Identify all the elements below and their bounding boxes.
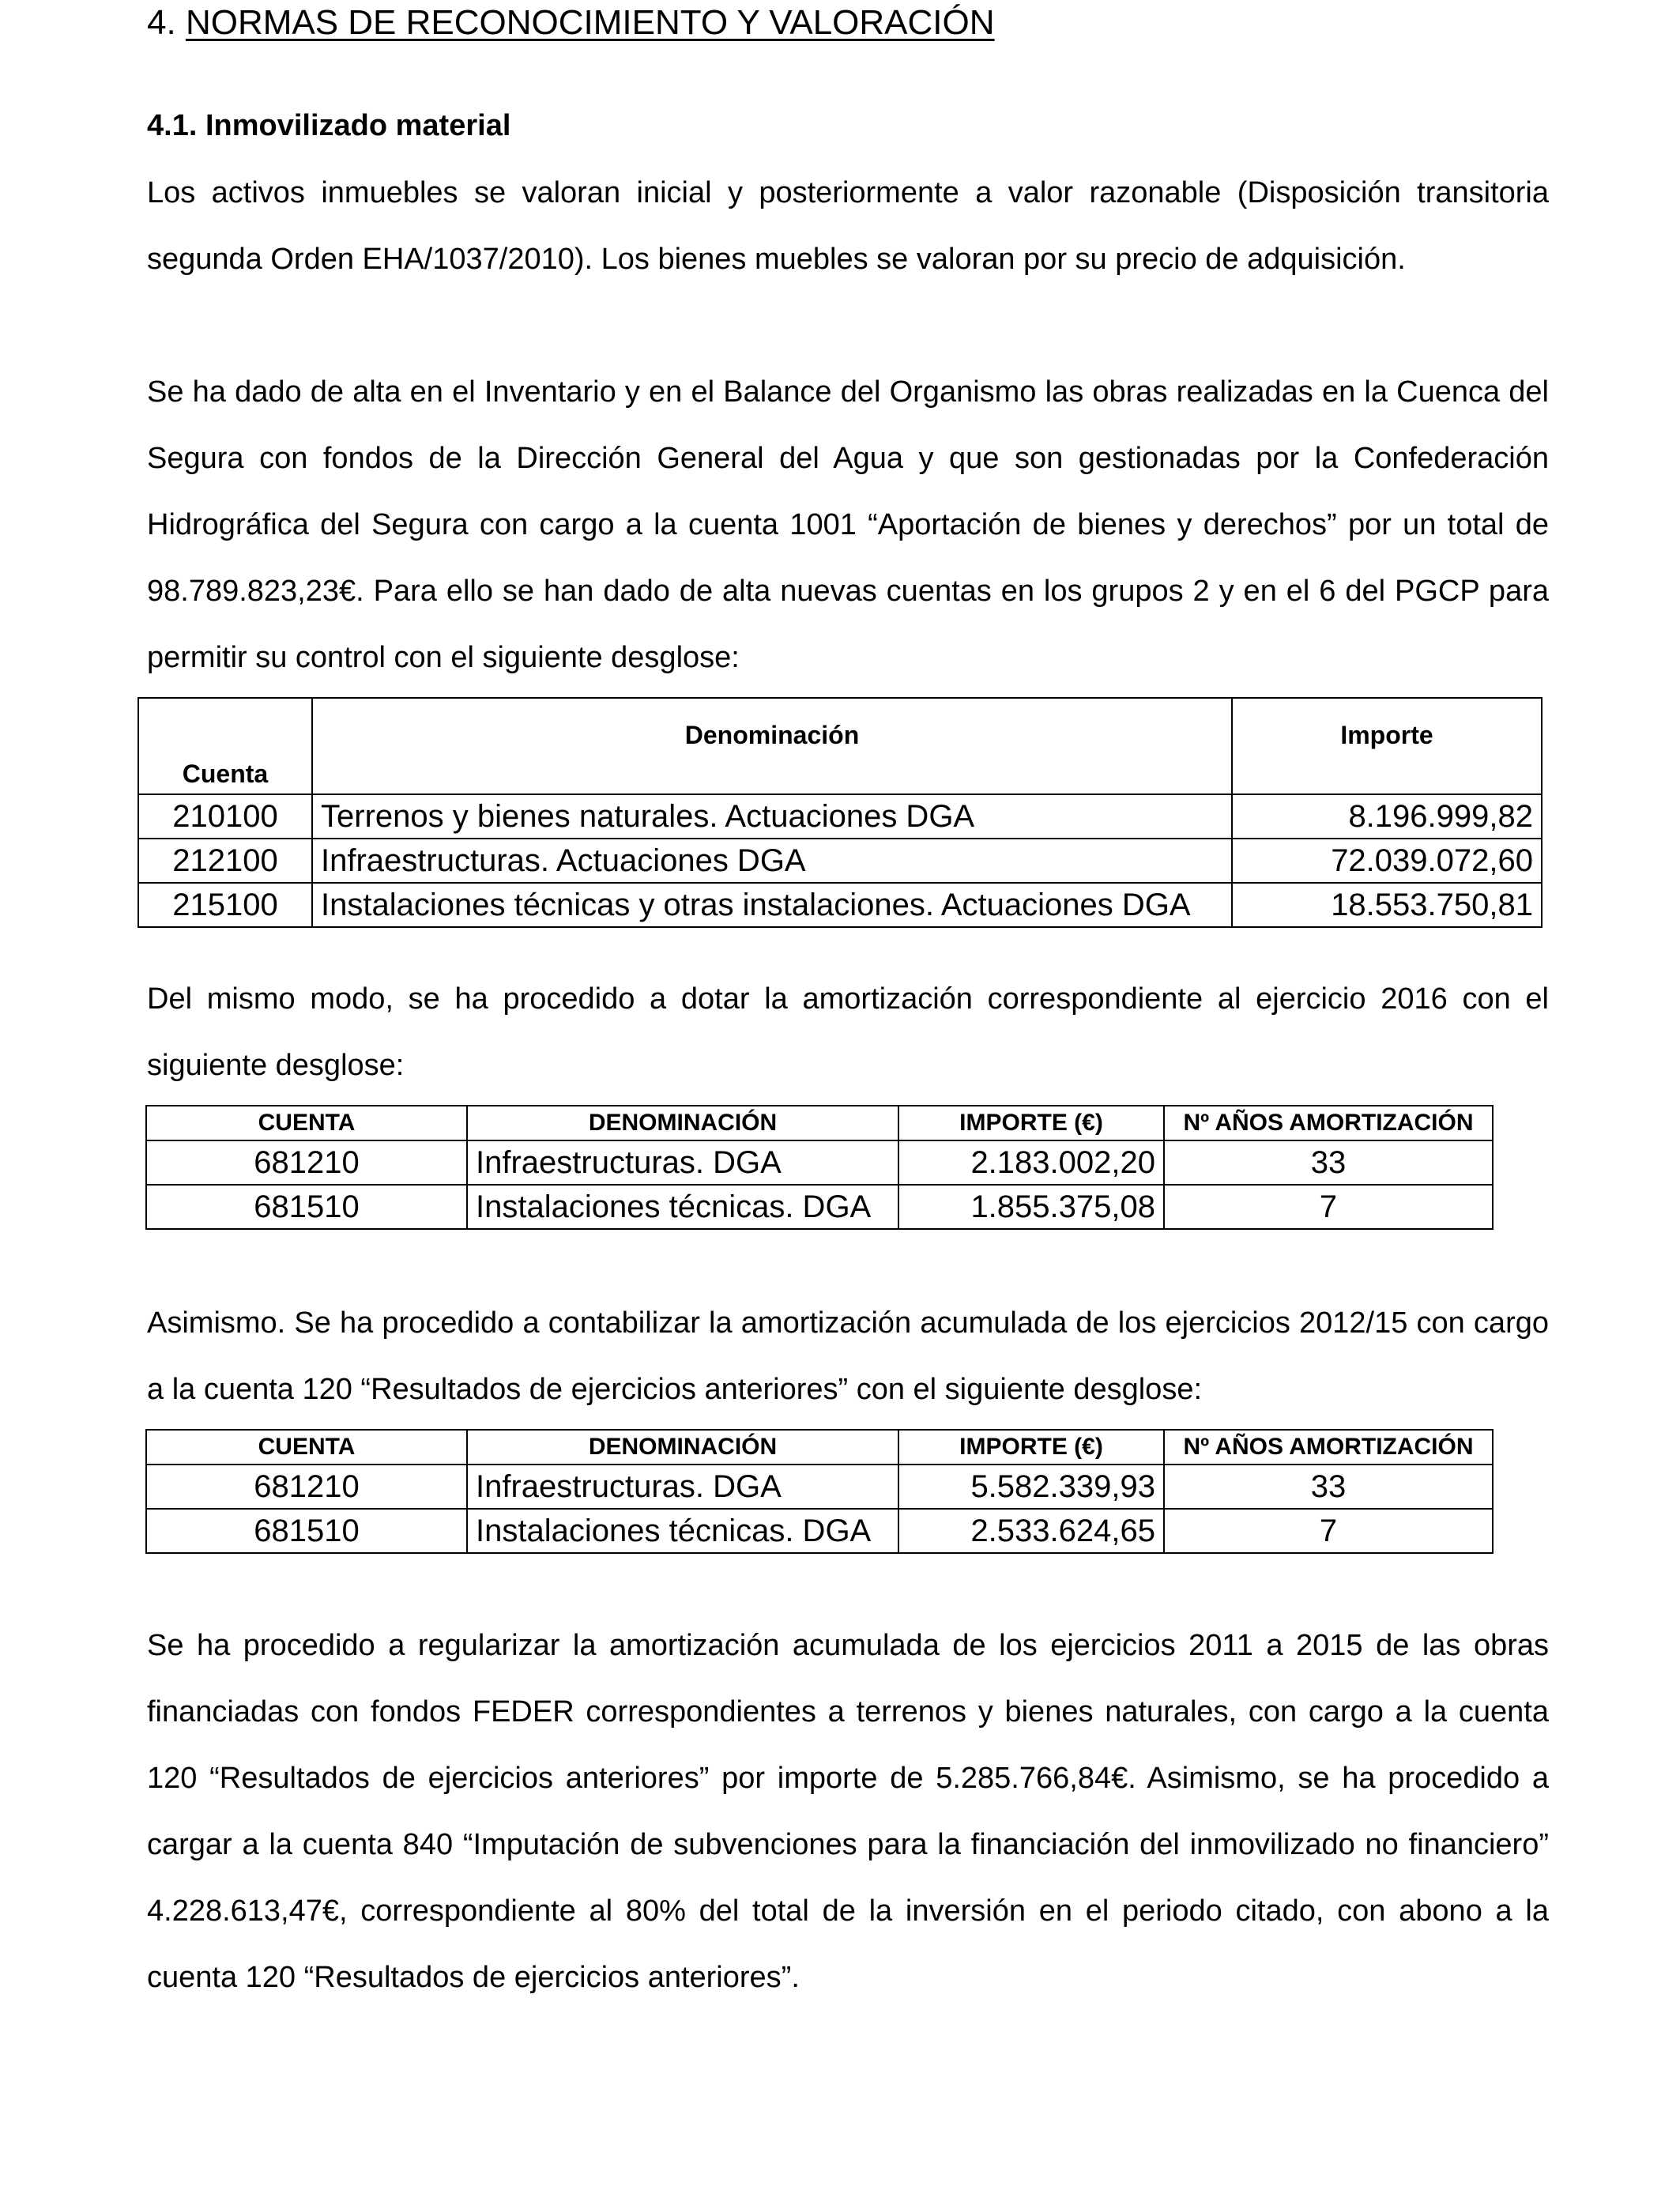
header-anos-amortizacion: Nº AÑOS AMORTIZACIÓN [1164, 1106, 1493, 1140]
table-row [138, 883, 1542, 927]
section-heading [147, 3, 995, 43]
table-alta-cuentas [137, 697, 1543, 928]
cell-importe: 2.533.624,65 [898, 1509, 1164, 1553]
cell-anos: 7 [1164, 1509, 1493, 1553]
cell-importe: 18.553.750,81 [1232, 883, 1542, 927]
paragraph-valoracion: Los activos inmuebles se valoran inicial y posteriormente a valor razonable (Disposición transitoria segunda Orden EHA/1037/2010). Los bienes muebles se valoran por su precio de adquisición. [147, 176, 1549, 276]
header-importe: IMPORTE (€) [898, 1106, 1164, 1140]
cell-anos: 7 [1164, 1185, 1493, 1229]
cell-importe: 72.039.072,60 [1232, 839, 1542, 883]
cell-cuenta: 681510 [146, 1185, 467, 1229]
table-row [138, 794, 1542, 839]
cell-denominacion: Instalaciones técnicas y otras instalaciones. Actuaciones DGA [312, 883, 1232, 927]
table-row [146, 1140, 1493, 1185]
table-header-row [146, 1106, 1493, 1140]
header-importe: IMPORTE (€) [898, 1430, 1164, 1465]
table-row [138, 839, 1542, 883]
cell-cuenta: 681210 [146, 1465, 467, 1509]
cell-anos: 33 [1164, 1140, 1493, 1185]
cell-importe: 2.183.002,20 [898, 1140, 1164, 1185]
cell-denominacion: Infraestructuras. Actuaciones DGA [312, 839, 1232, 883]
cell-anos: 33 [1164, 1465, 1493, 1509]
table-row [146, 1509, 1493, 1553]
section-number: 4. [147, 3, 176, 42]
cell-denominacion: Infraestructuras. DGA [467, 1465, 898, 1509]
cell-cuenta: 215100 [138, 883, 312, 927]
table-header-row [146, 1430, 1493, 1465]
cell-cuenta: 681210 [146, 1140, 467, 1185]
cell-importe: 5.582.339,93 [898, 1465, 1164, 1509]
cell-denominacion: Infraestructuras. DGA [467, 1140, 898, 1185]
table-row [146, 1185, 1493, 1229]
paragraph-amortizacion-2016: Del mismo modo, se ha procedido a dotar la amortización correspondiente al ejercicio 2016 con el siguiente desglose: [147, 982, 1549, 1082]
header-denominacion: DENOMINACIÓN [467, 1106, 898, 1140]
subsection-heading: 4.1. Inmovilizado material [147, 109, 511, 142]
header-cuenta: Cuenta [138, 698, 312, 794]
header-cuenta: CUENTA [146, 1106, 467, 1140]
paragraph-alta-inventario: Se ha dado de alta en el Inventario y en el Balance del Organismo las obras realizadas en la Cuenca del Segura con fondos de la Dirección General del Agua y que son gestionadas por la Confederación Hidrográfica del Segura con cargo a la cuenta 1001 “Aportación de bienes y derechos” por un total de 98.789.823,23€. Para ello se han dado de alta nuevas cuentas en los grupos 2 y en el 6 del PGCP para permitir su control con el siguiente desglose: [147, 375, 1549, 674]
header-denominacion: DENOMINACIÓN [467, 1430, 898, 1465]
table-row [146, 1465, 1493, 1509]
paragraph-amortizacion-acumulada: Asimismo. Se ha procedido a contabilizar la amortización acumulada de los ejercicios 2012/15 con cargo a la cuenta 120 “Resultados de ejercicios anteriores” con el siguiente desglose: [147, 1306, 1549, 1406]
header-anos-amortizacion: Nº AÑOS AMORTIZACIÓN [1164, 1430, 1493, 1465]
cell-denominacion: Instalaciones técnicas. DGA [467, 1185, 898, 1229]
header-denominacion: Denominación [312, 698, 1232, 794]
cell-importe: 8.196.999,82 [1232, 794, 1542, 839]
cell-cuenta: 210100 [138, 794, 312, 839]
table-amortizacion-2016 [145, 1105, 1494, 1230]
paragraph-regularizacion-feder: Se ha procedido a regularizar la amortización acumulada de los ejercicios 2011 a 2015 de las obras financiadas con fondos FEDER correspondientes a terrenos y bienes naturales, con cargo a la cuenta 120 “Resultados de ejercicios anteriores” por importe de 5.285.766,84€. Asimismo, se ha procedido a cargar a la cuenta 840 “Imputación de subvenciones para la financiación del inmovilizado no financiero” 4.228.613,47€, correspondiente al 80% del total de la inversión en el periodo citado, con abono a la cuenta 120 “Resultados de ejercicios anteriores”. [147, 1629, 1549, 1994]
cell-denominacion: Instalaciones técnicas. DGA [467, 1509, 898, 1553]
cell-cuenta: 212100 [138, 839, 312, 883]
table-header-row [138, 698, 1542, 794]
cell-denominacion: Terrenos y bienes naturales. Actuaciones DGA [312, 794, 1232, 839]
header-cuenta: CUENTA [146, 1430, 467, 1465]
table-amortizacion-acumulada [145, 1429, 1494, 1554]
header-importe: Importe [1232, 698, 1542, 794]
cell-cuenta: 681510 [146, 1509, 467, 1553]
cell-importe: 1.855.375,08 [898, 1185, 1164, 1229]
section-title: NORMAS DE RECONOCIMIENTO Y VALORACIÓN [185, 3, 995, 42]
